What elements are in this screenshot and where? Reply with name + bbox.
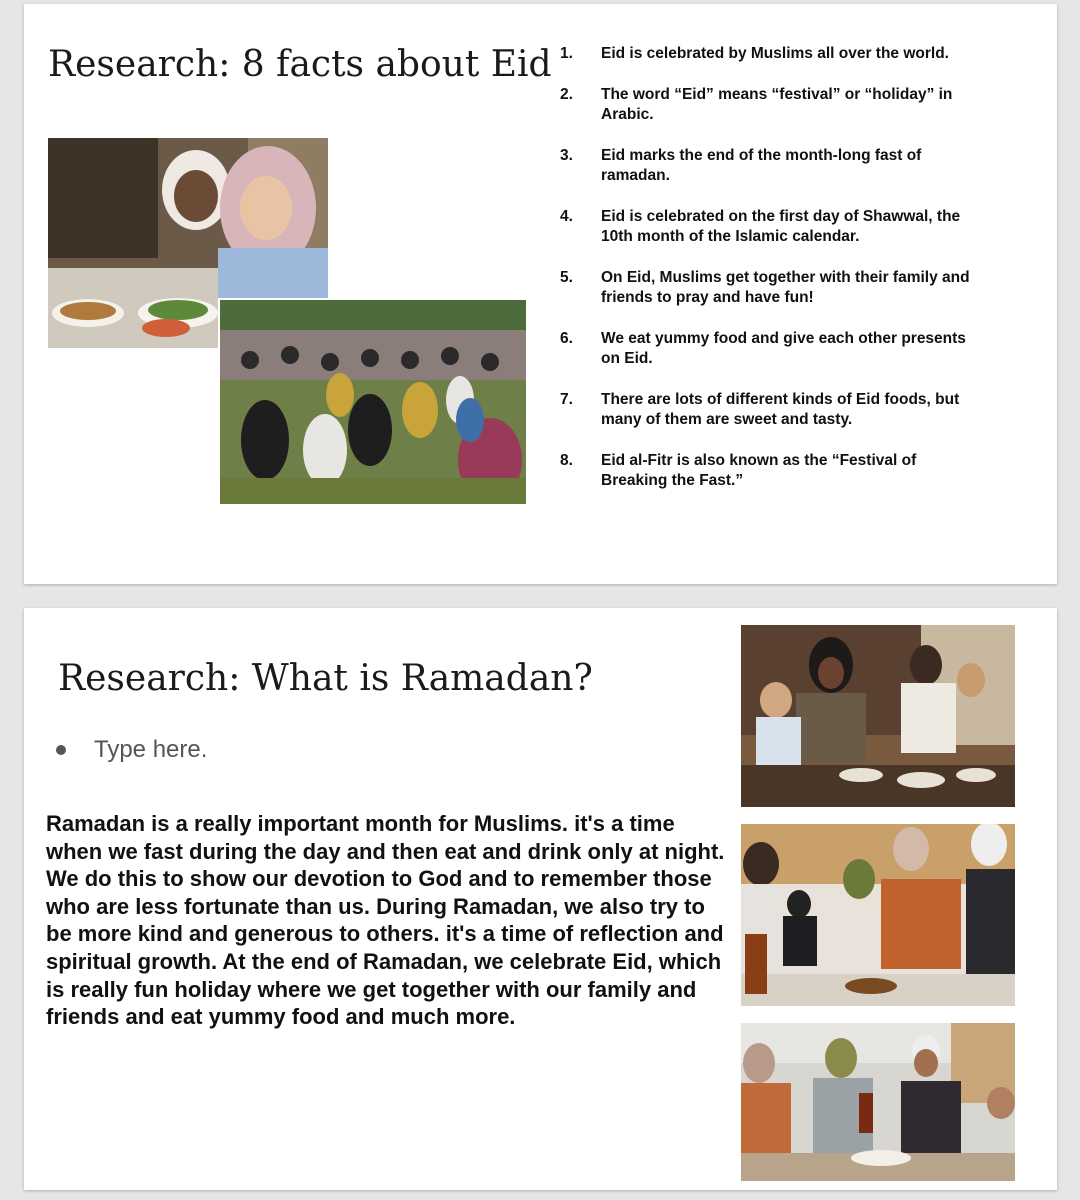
fact-item: [560, 329, 970, 370]
fact-text: Eid marks the end of the month-long fast of ramadan.: [601, 146, 922, 184]
fact-number: 6.: [560, 329, 573, 347]
fact-text: Eid is celebrated on the first day of Shawwal, the 10th month of the Islamic calendar.: [601, 207, 961, 245]
fact-number: 7.: [560, 390, 573, 408]
fact-number: 1.: [560, 45, 573, 62]
fact-text: We eat yummy food and give each other presents on Eid.: [601, 329, 966, 367]
fact-text: The word “Eid” means “festival” or “holiday” in Arabic.: [601, 85, 953, 123]
fact-number: 5.: [560, 268, 573, 286]
fact-number: 3.: [560, 146, 573, 164]
fact-text: On Eid, Muslims get together with their family and friends to pray and have fun!: [601, 268, 970, 306]
bullet-icon: [56, 745, 66, 755]
fact-text: There are lots of different kinds of Eid foods, but many of them are sweet and tasty.: [601, 390, 960, 428]
photo-eid-prayer-crowd[interactable]: [218, 298, 528, 506]
photo-group-dinner[interactable]: [741, 1023, 1015, 1181]
fact-item: [560, 390, 970, 431]
fact-text: Eid is celebrated by Muslims all over the world.: [601, 45, 949, 62]
slide-eid-facts[interactable]: [24, 4, 1057, 584]
fact-number: 8.: [560, 451, 573, 469]
slide-title: Research: What is Ramadan?: [58, 658, 593, 699]
bullet-placeholder[interactable]: [54, 736, 207, 764]
photo-family-iftar[interactable]: [741, 625, 1015, 807]
fact-text: Eid al-Fitr is also known as the “Festival of Breaking the Fast.”: [601, 451, 917, 489]
placeholder-text: Type here.: [94, 736, 208, 763]
fact-item: [560, 207, 970, 248]
ramadan-paragraph[interactable]: Ramadan is a really important month for Muslims. it's a time when we fast during the day and then eat and drink only at night. We do this to show our devotion to God and to remember those who are less fortunate than us. During Ramadan, we also try to be more kind and generous to others. it's a time of reflection and spiritual growth. At the end of Ramadan, we celebrate Eid, which is really fun holiday where we get together with our family and friends and eat yummy food and much more.: [46, 811, 725, 1030]
photo-friends-iftar[interactable]: [741, 824, 1015, 1006]
fact-item: [560, 44, 970, 65]
facts-list: [560, 44, 970, 512]
fact-item: [560, 85, 970, 126]
slide-title: Research: 8 facts about Eid: [48, 44, 552, 85]
fact-item: [560, 268, 970, 309]
fact-number: 4.: [560, 207, 573, 225]
slide-ramadan[interactable]: [24, 608, 1057, 1190]
fact-number: 2.: [560, 85, 573, 103]
fact-item: [560, 146, 970, 187]
fact-item: [560, 451, 970, 492]
